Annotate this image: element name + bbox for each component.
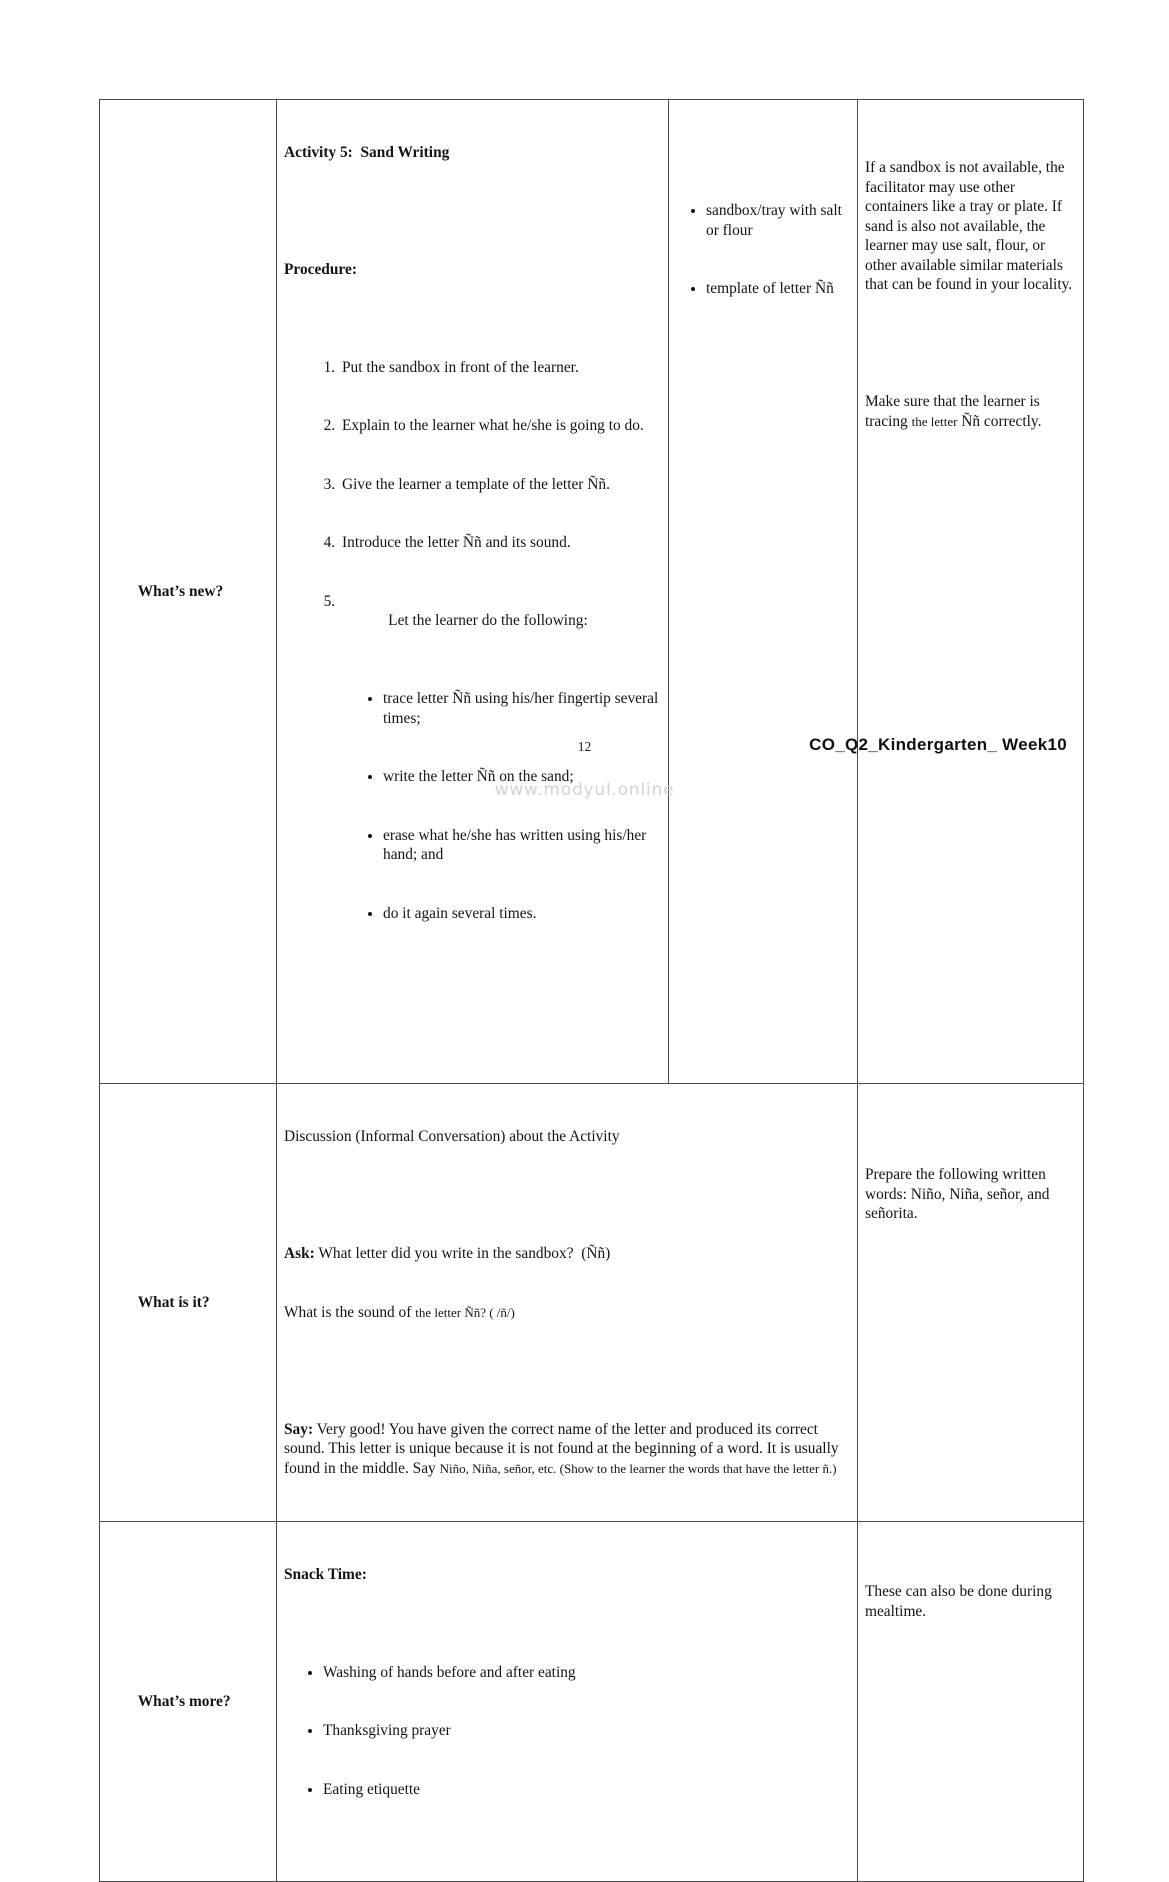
procedure-step: 3. Give the learner a template of the letter Ññ. [339,475,661,495]
row-label-text: What’s more? [137,1692,231,1710]
sound-line [284,1303,850,1323]
note-text-small: the letter [911,413,958,429]
procedure-step: 2. Explain to the learner what he/she is going to do. [339,416,661,436]
page-number: 12 [577,739,592,754]
procedure-substep: • erase what he/she has written using his/her hand; and [383,826,661,865]
row-label-text: What is it? [137,1293,210,1311]
lesson-plan-table [99,99,1084,1882]
materials-list [676,162,850,338]
material-item: • sandbox/tray with salt or flour [706,201,850,240]
materials-cell [669,100,858,1084]
row-label-whats-new [100,100,277,1084]
table-row-whats-more [100,1522,1084,1882]
spacer [865,334,1076,354]
discussion-cell [277,1084,858,1522]
prepare-note-cell [858,1084,1084,1522]
procedure-step: 1. Put the sandbox in front of the learner. [339,358,661,378]
ask-label: Ask: [284,1245,315,1262]
sound-text: What is the sound of [284,1303,416,1321]
note-paragraph: If a sandbox is not available, the facilitator may use other containers like a tray or plate. If sand is also not available, the learner may use salt, flour, or other available similar materials that can be found in your locality. [865,159,1073,293]
row-label-whats-more [100,1522,277,1882]
facilitator-note-cell [858,100,1084,1084]
mealtime-note-cell [858,1522,1084,1882]
note-text: Ññ correctly. [957,412,1042,430]
procedure-substeps-list [342,650,661,962]
procedure-step-text: Let the learner do the following: [388,612,588,629]
procedure-steps-list [284,319,661,1041]
activity-title: Activity 5: Sand Writing [284,144,450,161]
say-text: Very good! You have given the correct name of the letter and produced its correct sound. This letter is unique because it is not found at the beginning of a word. It is usually found in the middle. Say [284,1420,843,1477]
ask-text: What letter did you write in the sandbox? (Ññ) [314,1245,611,1262]
activity-cell [277,100,669,1084]
snack-item: • Thanksgiving prayer [323,1721,850,1741]
procedure-substep: • write the letter Ññ on the sand; [383,767,661,787]
discussion-intro: Discussion (Informal Conversation) about the Activity [284,1128,620,1145]
snack-cell [277,1522,858,1882]
snack-list [284,1624,850,1839]
row-label-text: What’s new? [137,582,224,600]
row-label-what-is-it [100,1084,277,1522]
procedure-heading: Procedure: [284,261,357,278]
snack-item: • Washing of hands before and after eating [323,1663,850,1683]
procedure-substep: • trace letter Ññ using his/her fingertip several times; [383,689,661,728]
spacer [284,1186,850,1206]
sound-text-small: the letter Ññ? ( /ñ/) [415,1304,515,1320]
say-paragraph [284,1420,850,1479]
say-text-small: Niño, Niña, señor, etc. (Show to the learner the words that have the letter ñ.) [439,1460,837,1476]
table-row-what-is-it [100,1084,1084,1522]
spacer [284,1361,850,1381]
note-paragraph: Prepare the following written words: Niño, Niña, señor, and señorita. [865,1166,1054,1222]
material-item: • template of letter Ññ [706,279,850,299]
note-text: Make sure that the learner is tracing [865,393,1044,430]
say-label: Say: [284,1420,314,1438]
watermark-text: www.modyul.online [494,780,675,800]
procedure-step: 4. Introduce the letter Ññ and its sound. [339,533,661,553]
snack-item: • Eating etiquette [323,1780,850,1800]
table-row-whats-new [100,100,1084,1084]
procedure-substep: • do it again several times. [383,904,661,924]
note-paragraph: These can also be done during mealtime. [865,1583,1056,1620]
note-paragraph [865,392,1076,431]
spacer [284,202,661,222]
ask-line [284,1244,850,1264]
snack-heading: Snack Time: [284,1566,367,1583]
document-code: CO_Q2_Kindergarten_ Week10 [809,735,1067,754]
